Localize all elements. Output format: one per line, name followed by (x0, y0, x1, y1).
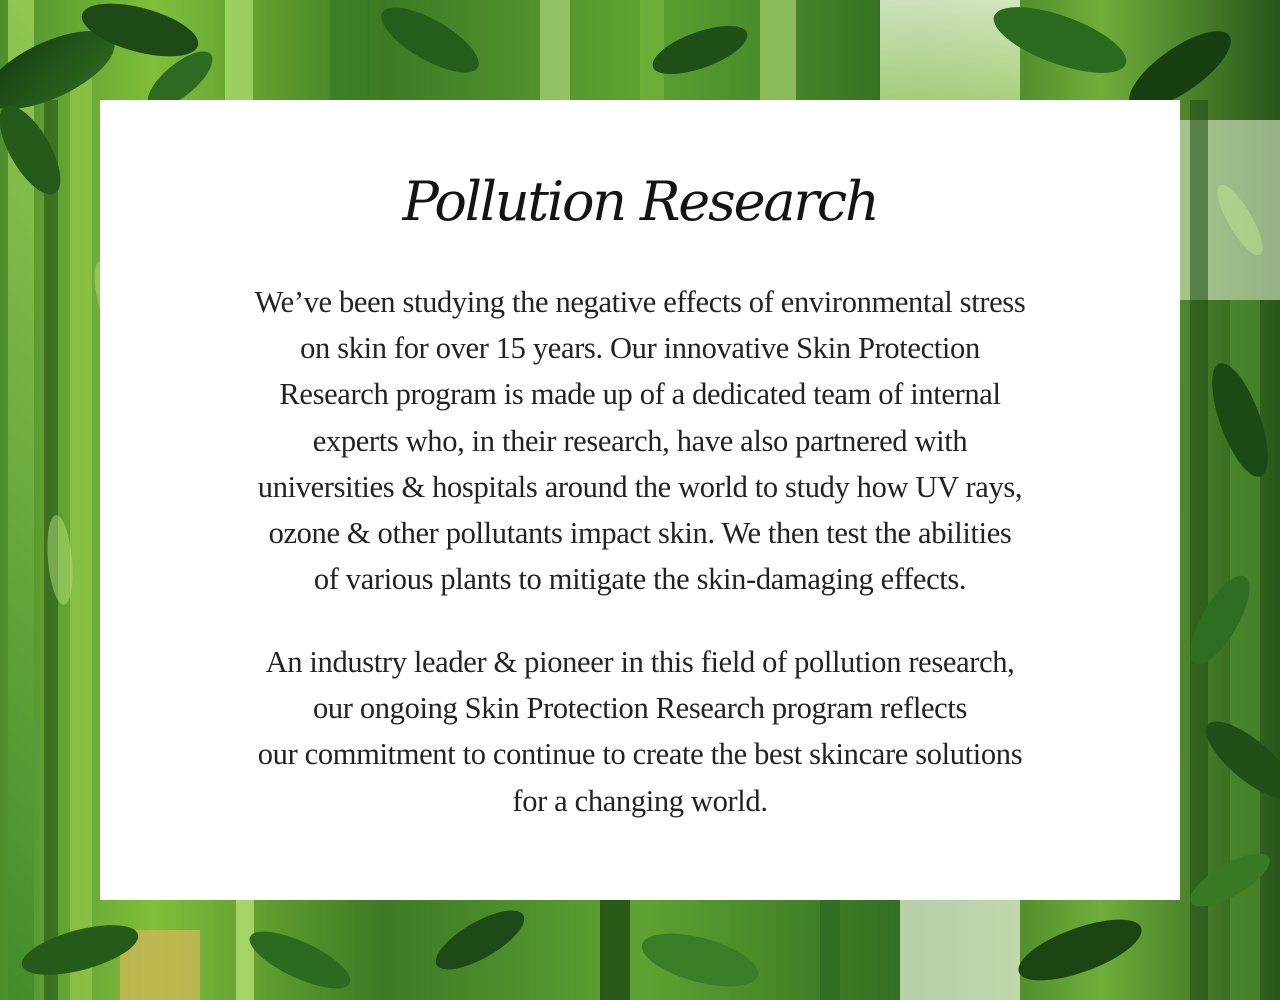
intro-paragraph-line: ozone & other pollutants impact skin. We then test the abilities (268, 516, 1012, 551)
page-title: Pollution Research (402, 170, 878, 233)
content-card (100, 100, 1180, 900)
intro-paragraph-line: We’ve been studying the negative effects of environmental stress (254, 285, 1026, 319)
commitment-paragraph-line: An industry leader & pioneer in this field of pollution research, (265, 645, 1015, 679)
intro-paragraph-line: of various plants to mitigate the skin-damaging effects. (313, 562, 967, 597)
commitment-paragraph-line: our ongoing Skin Protection Research program reflects (313, 691, 967, 726)
intro-paragraph-line: universities & hospitals around the world to study how UV rays, (257, 469, 1023, 504)
commitment-paragraph (140, 639, 1140, 824)
commitment-paragraph-line: our commitment to continue to create the best skincare solutions (257, 737, 1023, 772)
intro-paragraph-line: on skin for over 15 years. Our innovative Skin Protection (300, 331, 980, 366)
intro-paragraph-line: Research program is made up of a dedicated team of internal (279, 377, 1001, 412)
commitment-paragraph-line: for a changing world. (512, 783, 768, 818)
intro-paragraph (140, 279, 1140, 602)
intro-paragraph-line: experts who, in their research, have also partnered with (312, 423, 968, 458)
